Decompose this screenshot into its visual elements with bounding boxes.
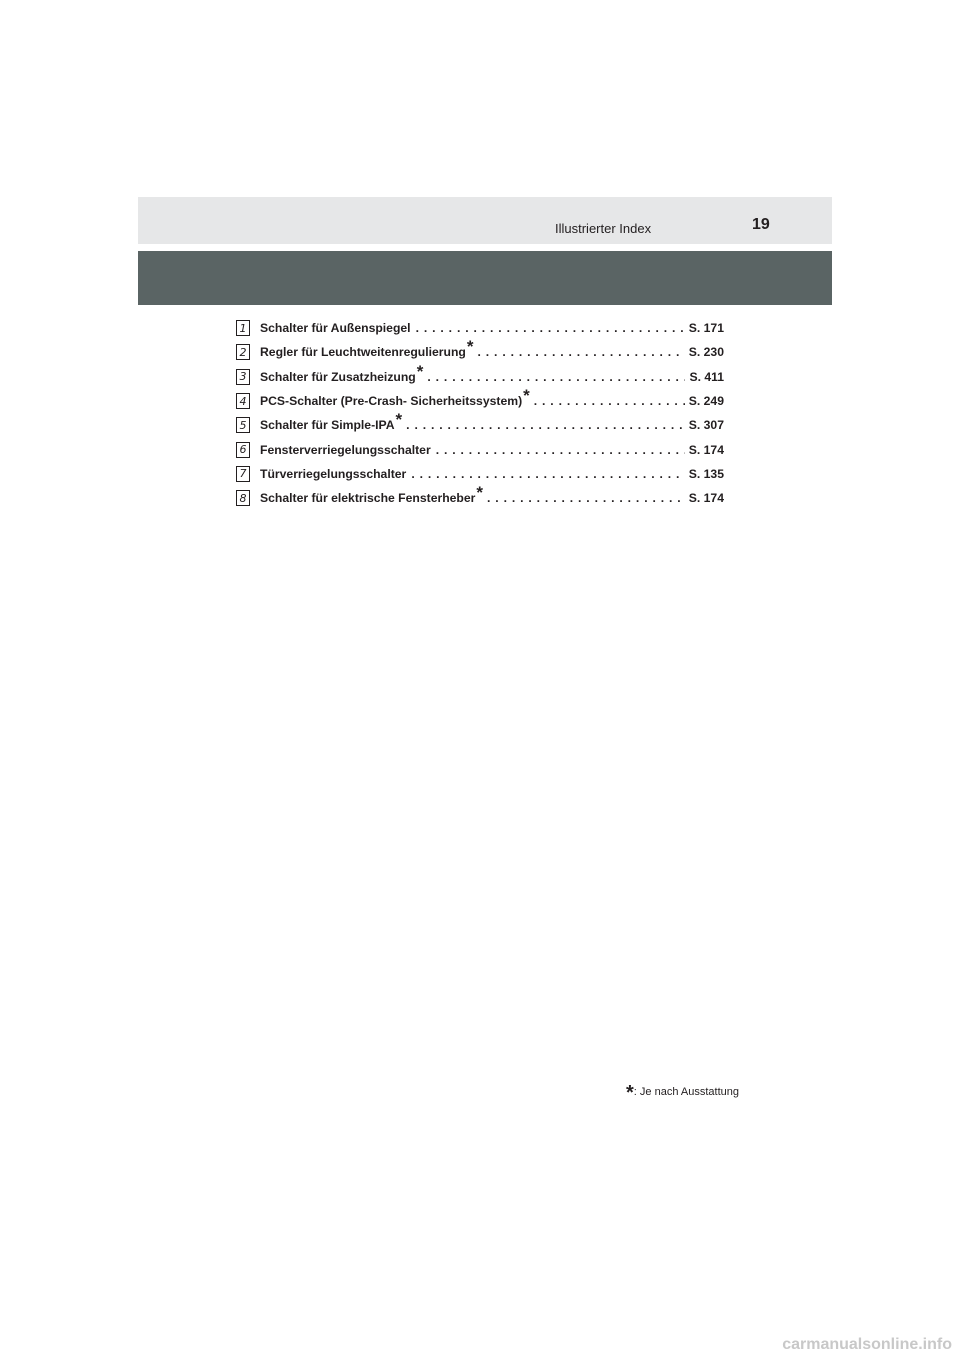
footnote-text: : Je nach Ausstattung xyxy=(633,1086,739,1098)
entry-label: Fensterverriegelungsschalter xyxy=(260,442,431,457)
leader-dots xyxy=(411,467,684,481)
entry-number: 7 xyxy=(236,466,250,482)
leader-dots xyxy=(478,345,685,359)
entry-page-link[interactable]: S. 230 xyxy=(688,345,724,360)
leader-dots xyxy=(416,321,685,335)
entry-number: 4 xyxy=(236,393,250,409)
watermark: carmanualsonline.info xyxy=(782,1336,952,1353)
footnote-star: * xyxy=(466,337,474,357)
index-entry[interactable] xyxy=(236,361,724,389)
footnote xyxy=(626,1078,739,1104)
index-entry[interactable] xyxy=(236,437,724,461)
entry-number: 1 xyxy=(236,320,250,336)
entry-page-link[interactable]: S. 411 xyxy=(689,369,724,384)
entry-label: Schalter für Simple-IPA xyxy=(260,418,395,433)
index-entry[interactable] xyxy=(236,316,724,340)
entry-number: 2 xyxy=(236,344,250,360)
footnote-star: * xyxy=(476,483,484,503)
section-title: Illustrierter Index xyxy=(555,221,652,236)
footnote-star: * xyxy=(523,386,530,406)
leader-dots xyxy=(487,491,685,505)
entry-number: 6 xyxy=(236,442,250,458)
entry-page-link[interactable]: S. 174 xyxy=(688,442,724,457)
leader-dots xyxy=(406,418,685,432)
entry-page-link[interactable]: S. 307 xyxy=(688,418,724,433)
index-entry[interactable] xyxy=(236,483,724,510)
title-band xyxy=(138,251,832,305)
entry-label: PCS-Schalter (Pre-Crash- Sicherheitssystem) xyxy=(260,394,523,409)
entry-page-link[interactable]: S. 174 xyxy=(688,491,724,506)
index-entry[interactable] xyxy=(236,386,724,413)
entry-label: Regler für Leuchtweitenregulierung xyxy=(260,345,466,360)
footnote-star: * xyxy=(416,361,424,381)
entry-number: 5 xyxy=(236,417,250,433)
index-entries xyxy=(236,316,724,510)
index-entry[interactable] xyxy=(236,337,724,364)
entry-page-link[interactable]: S. 171 xyxy=(688,321,724,336)
entry-page-link[interactable]: S. 249 xyxy=(688,394,724,409)
entry-label: Schalter für Zusatzheizung xyxy=(260,369,416,384)
entry-label: Türverriegelungsschalter xyxy=(260,466,407,481)
index-entry[interactable] xyxy=(236,410,724,437)
entry-label: Schalter für elektrische Fensterheber xyxy=(260,491,476,506)
header-bar xyxy=(138,197,832,244)
page-number: 19 xyxy=(752,216,770,233)
entry-label: Schalter für Außenspiegel xyxy=(260,321,411,336)
entry-number: 8 xyxy=(236,490,250,506)
footnote-star: * xyxy=(395,410,403,430)
footnote-star: * xyxy=(626,1082,634,1104)
entry-page-link[interactable]: S. 135 xyxy=(688,466,724,481)
leader-dots xyxy=(427,370,685,384)
leader-dots xyxy=(436,443,685,457)
leader-dots xyxy=(534,394,685,408)
entry-number: 3 xyxy=(236,369,250,385)
